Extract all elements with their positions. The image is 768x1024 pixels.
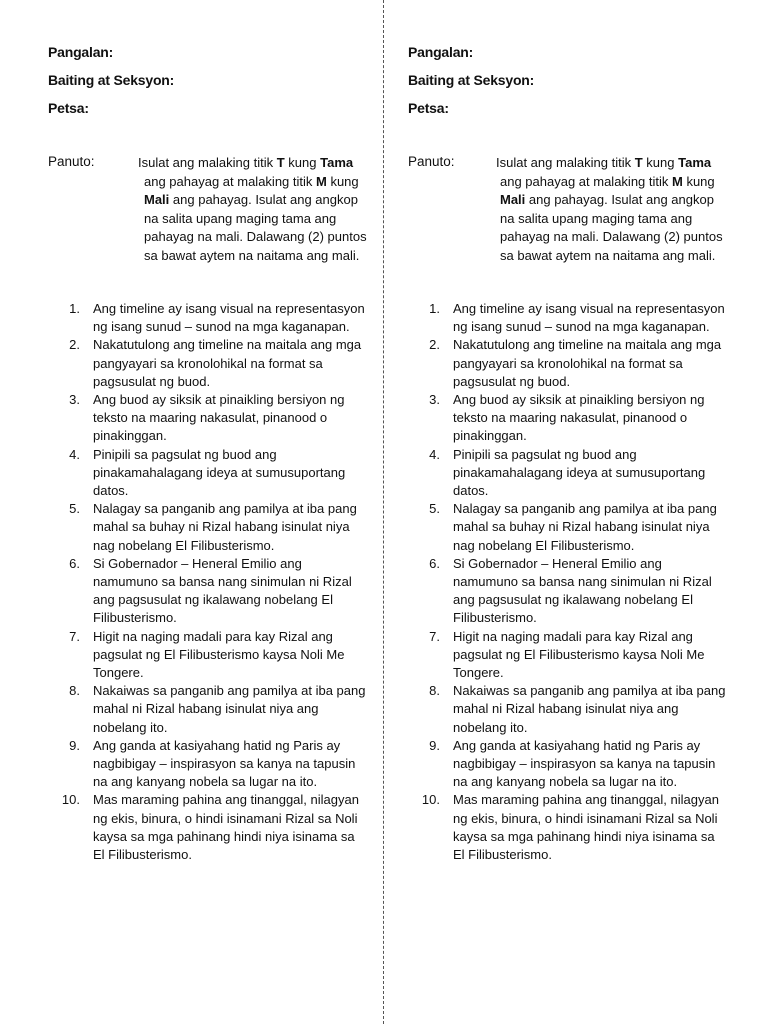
item-text-line: Mas maraming pahina ang tinanggal, nilagyan: [453, 792, 719, 808]
item-text-line: datos.: [93, 483, 129, 499]
panuto-letter-m: M: [672, 173, 683, 189]
item-text-line: Tongere.: [453, 665, 504, 681]
list-item: [48, 336, 378, 391]
item-text-line: Nakaiwas sa panganib ang pamilya at iba pang: [93, 683, 366, 699]
item-text-line: Higit na naging madali para kay Rizal ang: [453, 628, 693, 644]
item-number: 10.: [61, 792, 80, 808]
item-number: 8.: [429, 683, 440, 699]
panuto-word-tama: Tama: [320, 155, 354, 170]
field-pangalan: Pangalan:: [48, 44, 114, 60]
item-text-line: Ang timeline ay isang visual na representasyon: [93, 301, 365, 316]
item-text-line: ang pagsusulat ng ikalawang nobelang El: [93, 592, 333, 608]
item-text-line: mahal sa buhay ni Rizal habang isinulat niya: [93, 519, 350, 535]
list-item: [408, 682, 738, 737]
panuto-word-mali: Mali: [144, 192, 170, 207]
item-text-line: pangyayari sa kronolohikal na format sa: [453, 355, 683, 371]
item-text-line: ng ekis, binura, o hindi isinamani Rizal sa Noli: [453, 810, 718, 826]
item-text-line: Nalagay sa panganib ang pamilya at iba pang: [453, 501, 717, 517]
field-pangalan: Pangalan:: [408, 44, 474, 60]
item-text-line: Si Gobernador – Heneral Emilio ang: [93, 555, 302, 571]
panuto-line: [496, 154, 728, 173]
item-text-line: Ang buod ay siksik at pinaikling bersiyon ng: [453, 392, 705, 408]
list-item: [48, 446, 378, 501]
list-item: [408, 300, 738, 336]
item-text-line: teksto na maaring nakasulat, pinanood o: [453, 410, 688, 426]
list-item: [48, 300, 378, 336]
item-text-line: Higit na naging madali para kay Rizal ang: [93, 628, 333, 644]
list-item: [48, 500, 378, 555]
list-item: [408, 500, 738, 555]
item-text-line: Tongere.: [93, 665, 144, 681]
list-item: [48, 555, 378, 628]
field-baitang-seksyon: Baiting at Seksyon:: [408, 72, 535, 88]
item-text-line: kaysa sa mga pahinang hindi niya isinama sa: [93, 828, 355, 844]
item-text-line: ng isang sunud – sunod na mga kaganapan.: [93, 319, 350, 335]
list-item: [48, 682, 378, 737]
panuto-line: [496, 191, 728, 210]
item-text-line: datos.: [453, 483, 489, 499]
panuto-letter-t: T: [634, 155, 643, 170]
item-text-line: Nalagay sa panganib ang pamilya at iba pang: [93, 501, 357, 517]
item-text-line: Pinipili sa pagsulat ng buod ang: [453, 446, 637, 462]
field-petsa: Petsa:: [48, 100, 89, 116]
panuto-text: Isulat ang malaking titik: [496, 155, 635, 170]
item-text-line: Filibusterismo.: [93, 610, 177, 626]
panuto-label: Panuto:: [48, 154, 95, 169]
list-item: [48, 737, 378, 792]
item-text-line: nobelang ito.: [453, 719, 528, 735]
item-text-line: ng ekis, binura, o hindi isinamani Rizal sa Noli: [93, 810, 358, 826]
panuto-line: na salita upang maging tama ang: [144, 210, 337, 226]
panuto-text: Isulat ang malaking titik: [138, 155, 277, 170]
item-text-line: pagsusulat ng buod.: [453, 373, 571, 389]
item-text-line: Filibusterismo.: [453, 610, 537, 626]
list-item: [408, 628, 738, 683]
item-number: 4.: [429, 446, 440, 462]
item-number: 3.: [429, 392, 440, 408]
list-item: [408, 791, 738, 864]
item-number: 7.: [429, 628, 440, 644]
list-item: [408, 446, 738, 501]
item-list: [48, 300, 378, 864]
panuto-text: ang pahayag. Isulat ang angkop: [525, 192, 714, 207]
panuto-letter-m: M: [316, 173, 327, 189]
item-number: 9.: [429, 737, 440, 753]
item-text-line: mahal ni Rizal habang isinulat niya ang: [93, 701, 319, 717]
panuto-line: [496, 173, 728, 192]
panuto-line: sa bawat aytem na naitama ang mali.: [144, 247, 360, 263]
item-text-line: pinakamahalagang ideya at sumusuportang: [453, 464, 706, 480]
panuto-text: kung: [284, 155, 321, 170]
item-text-line: Mas maraming pahina ang tinanggal, nilagyan: [93, 792, 359, 808]
item-text-line: ang pagsusulat ng ikalawang nobelang El: [453, 592, 693, 608]
panuto-label: Panuto:: [408, 154, 455, 169]
panuto-line: sa bawat aytem na naitama ang mali.: [500, 247, 716, 263]
item-text-line: El Filibusterismo.: [93, 847, 192, 863]
item-text-line: pagsulat ng El Filibusterismo kaysa Noli Me: [93, 646, 345, 662]
panuto-word-mali: Mali: [500, 192, 526, 207]
list-item: [408, 555, 738, 628]
item-text-line: teksto na maaring nakasulat, pinanood o: [93, 410, 328, 426]
item-number: 6.: [429, 555, 440, 571]
item-number: 9.: [69, 737, 80, 753]
list-item: [48, 391, 378, 446]
item-text-line: Ang ganda at kasiyahang hatid ng Paris ay: [453, 737, 701, 753]
panuto-instructions: [496, 154, 728, 265]
item-text-line: El Filibusterismo.: [453, 847, 552, 863]
item-text-line: na ang kanyang nobela sa lugar na ito.: [453, 774, 678, 790]
item-number: 4.: [69, 446, 80, 462]
item-text-line: namumuno sa bansa nang sinimulan ni Rizal: [93, 574, 352, 590]
item-number: 2.: [69, 337, 80, 353]
field-petsa: Petsa:: [408, 100, 449, 116]
item-text-line: pinakinggan.: [453, 428, 527, 444]
item-text-line: Ang timeline ay isang visual na representasyon: [453, 301, 725, 316]
item-text-line: mahal ni Rizal habang isinulat niya ang: [453, 701, 679, 717]
item-text-line: pagsulat ng El Filibusterismo kaysa Noli Me: [453, 646, 705, 662]
item-text-line: nagbibigay – inspirasyon sa kanya na tapusin: [453, 756, 716, 772]
item-text-line: kaysa sa mga pahinang hindi niya isinama sa: [453, 828, 715, 844]
item-text-line: Si Gobernador – Heneral Emilio ang: [453, 555, 662, 571]
item-text-line: Nakatutulong ang timeline na maitala ang mga: [453, 337, 722, 353]
item-text-line: pangyayari sa kronolohikal na format sa: [93, 355, 323, 371]
item-number: 1.: [429, 301, 440, 316]
panuto-text: ang pahayag at malaking titik: [500, 173, 672, 189]
panuto-letter-t: T: [276, 155, 285, 170]
item-number: 8.: [69, 683, 80, 699]
item-text-line: namumuno sa bansa nang sinimulan ni Rizal: [453, 574, 712, 590]
item-text-line: pinakamahalagang ideya at sumusuportang: [93, 464, 346, 480]
item-text-line: na ang kanyang nobela sa lugar na ito.: [93, 774, 318, 790]
cut-line-divider: [383, 0, 384, 1024]
panuto-text: kung: [642, 155, 679, 170]
panuto-text: kung: [326, 173, 359, 189]
item-number: 5.: [69, 501, 80, 517]
item-text-line: nobelang ito.: [93, 719, 168, 735]
item-text-line: Pinipili sa pagsulat ng buod ang: [93, 446, 277, 462]
item-text-line: Nakaiwas sa panganib ang pamilya at iba pang: [453, 683, 726, 699]
panuto-text: ang pahayag. Isulat ang angkop: [169, 192, 358, 207]
list-item: [408, 737, 738, 792]
list-item: [408, 336, 738, 391]
panuto-line: [138, 191, 370, 210]
panuto-line: pahayag na mali. Dalawang (2) puntos: [500, 229, 723, 244]
item-number: 2.: [429, 337, 440, 353]
panuto-line: na salita upang maging tama ang: [500, 210, 693, 226]
item-text-line: pagsusulat ng buod.: [93, 373, 211, 389]
list-item: [48, 628, 378, 683]
item-number: 7.: [69, 628, 80, 644]
item-number: 3.: [69, 392, 80, 408]
panuto-instructions: [138, 154, 370, 265]
item-number: 5.: [429, 501, 440, 517]
panuto-line: pahayag na mali. Dalawang (2) puntos: [144, 229, 367, 244]
item-text-line: mahal sa buhay ni Rizal habang isinulat niya: [453, 519, 710, 535]
item-text-line: ng isang sunud – sunod na mga kaganapan.: [453, 319, 710, 335]
item-text-line: Nakatutulong ang timeline na maitala ang mga: [93, 337, 362, 353]
item-text-line: Ang ganda at kasiyahang hatid ng Paris ay: [93, 737, 341, 753]
panuto-line: [138, 154, 370, 173]
item-number: 1.: [69, 301, 80, 316]
item-number: 6.: [69, 555, 80, 571]
item-number: 10.: [421, 792, 440, 808]
panuto-word-tama: Tama: [678, 155, 712, 170]
panuto-text: kung: [682, 173, 715, 189]
item-list: [408, 300, 738, 864]
item-text-line: Ang buod ay siksik at pinaikling bersiyon ng: [93, 392, 345, 408]
list-item: [48, 791, 378, 864]
item-text-line: nag nobelang El Filibusterismo.: [453, 537, 635, 553]
panuto-text: ang pahayag at malaking titik: [144, 173, 316, 189]
item-text-line: nagbibigay – inspirasyon sa kanya na tapusin: [93, 756, 356, 772]
list-item: [408, 391, 738, 446]
item-text-line: nag nobelang El Filibusterismo.: [93, 537, 275, 553]
panuto-line: [138, 173, 370, 192]
field-baitang-seksyon: Baiting at Seksyon:: [48, 72, 175, 88]
item-text-line: pinakinggan.: [93, 428, 167, 444]
